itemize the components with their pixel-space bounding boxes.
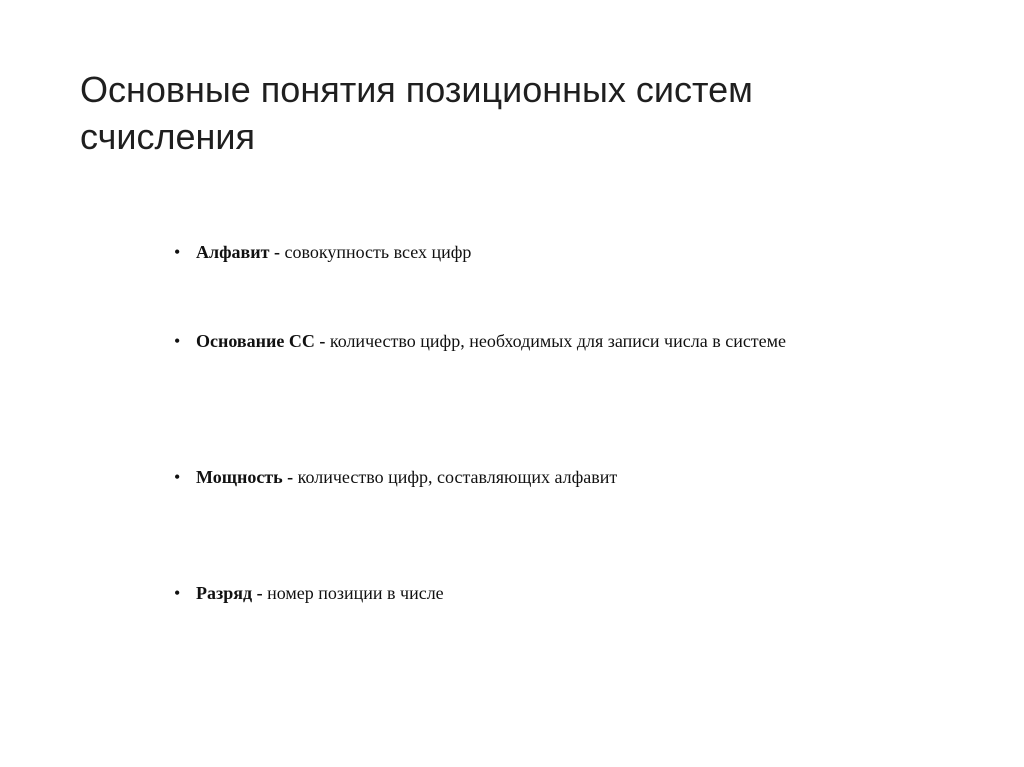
definition-text: номер позиции в числе <box>262 583 444 603</box>
bullet-icon: • <box>174 242 181 262</box>
bullet-item-alphabet <box>174 244 864 261</box>
definition-text: совокупность всех цифр <box>279 242 472 262</box>
bullet-text <box>174 585 864 602</box>
bullet-item-digit-place <box>174 585 864 602</box>
term-label: Разряд - <box>196 583 263 603</box>
definition-text: количество цифр, составляющих алфавит <box>293 467 618 487</box>
slide-title <box>80 66 900 160</box>
bullet-text <box>174 333 864 350</box>
slide-title-line-1: Основные понятия позиционных систем <box>80 69 753 110</box>
term-label: Мощность - <box>196 467 294 487</box>
bullet-icon: • <box>174 331 181 351</box>
term-label: Алфавит - <box>196 242 280 262</box>
slide-title-line-2: счисления <box>80 116 255 157</box>
bullet-icon: • <box>174 583 181 603</box>
bullet-item-base <box>174 333 864 350</box>
bullet-icon: • <box>174 467 181 487</box>
definition-text: количество цифр, необходимых для записи числа в системе <box>325 331 787 351</box>
bullet-item-power <box>174 469 864 486</box>
bullet-text <box>174 469 864 486</box>
bullet-text <box>174 244 864 261</box>
term-label: Основание СС - <box>196 331 326 351</box>
